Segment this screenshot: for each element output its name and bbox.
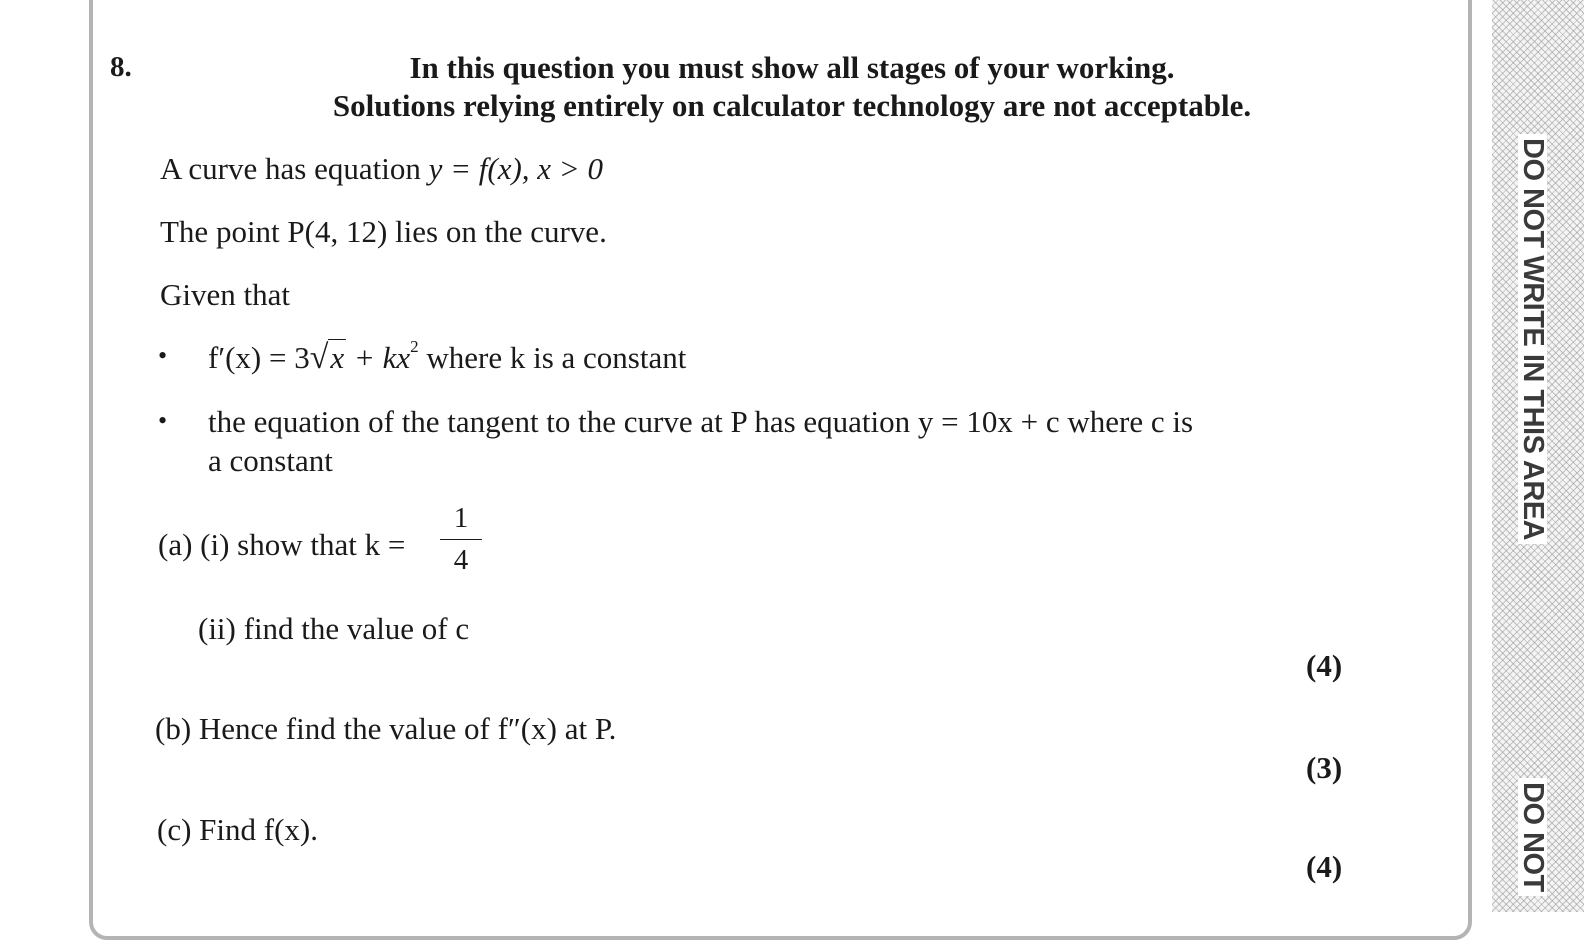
curve-equation: y = f(x), x > 0 [428,151,603,186]
margin-strip [1492,0,1584,912]
instruction-line-1: In this question you must show all stages of your working. [409,50,1175,85]
fraction-denominator: 4 [453,544,469,576]
part-a-i: (a) (i) show that k = [158,527,406,562]
bullet-icon: • [158,341,168,370]
fraction-bar [440,539,482,540]
tangent-line-2: a constant [208,443,333,478]
derivative-suffix: where k is a constant [418,340,687,375]
marks-c: (4) [1306,849,1343,884]
derivative-line [208,337,687,376]
do-not-write-label-2: DO NOT [1518,778,1547,896]
given-that-line: Given that [160,277,290,312]
derivative-term: + kx [346,340,411,375]
tangent-line-1: the equation of the tangent to the curve at P has equation y = 10x + c where c is [208,404,1194,439]
sqrt-symbol: √x [309,339,345,376]
instruction-line-2: Solutions relying entirely on calculator technology are not acceptable. [332,88,1252,123]
marks-a: (4) [1306,648,1343,683]
radicand: x [330,340,345,375]
part-b: (b) Hence find the value of f″(x) at P. [155,711,617,746]
fraction [440,504,482,575]
bullet-icon: • [158,406,168,435]
fraction-numerator: 1 [453,502,469,534]
part-a-ii: (ii) find the value of c [198,611,470,646]
question-number: 8. [110,51,132,83]
curve-equation-line [160,153,603,184]
curve-text: A curve has equation [160,151,429,186]
power: 2 [410,337,419,356]
marks-b: (3) [1306,750,1343,785]
derivative-lhs: f′(x) = 3 [208,340,310,375]
part-c: (c) Find f(x). [157,812,318,847]
point-line: The point P(4, 12) lies on the curve. [160,214,607,249]
do-not-write-label: DO NOT WRITE IN THIS AREA [1518,134,1547,544]
